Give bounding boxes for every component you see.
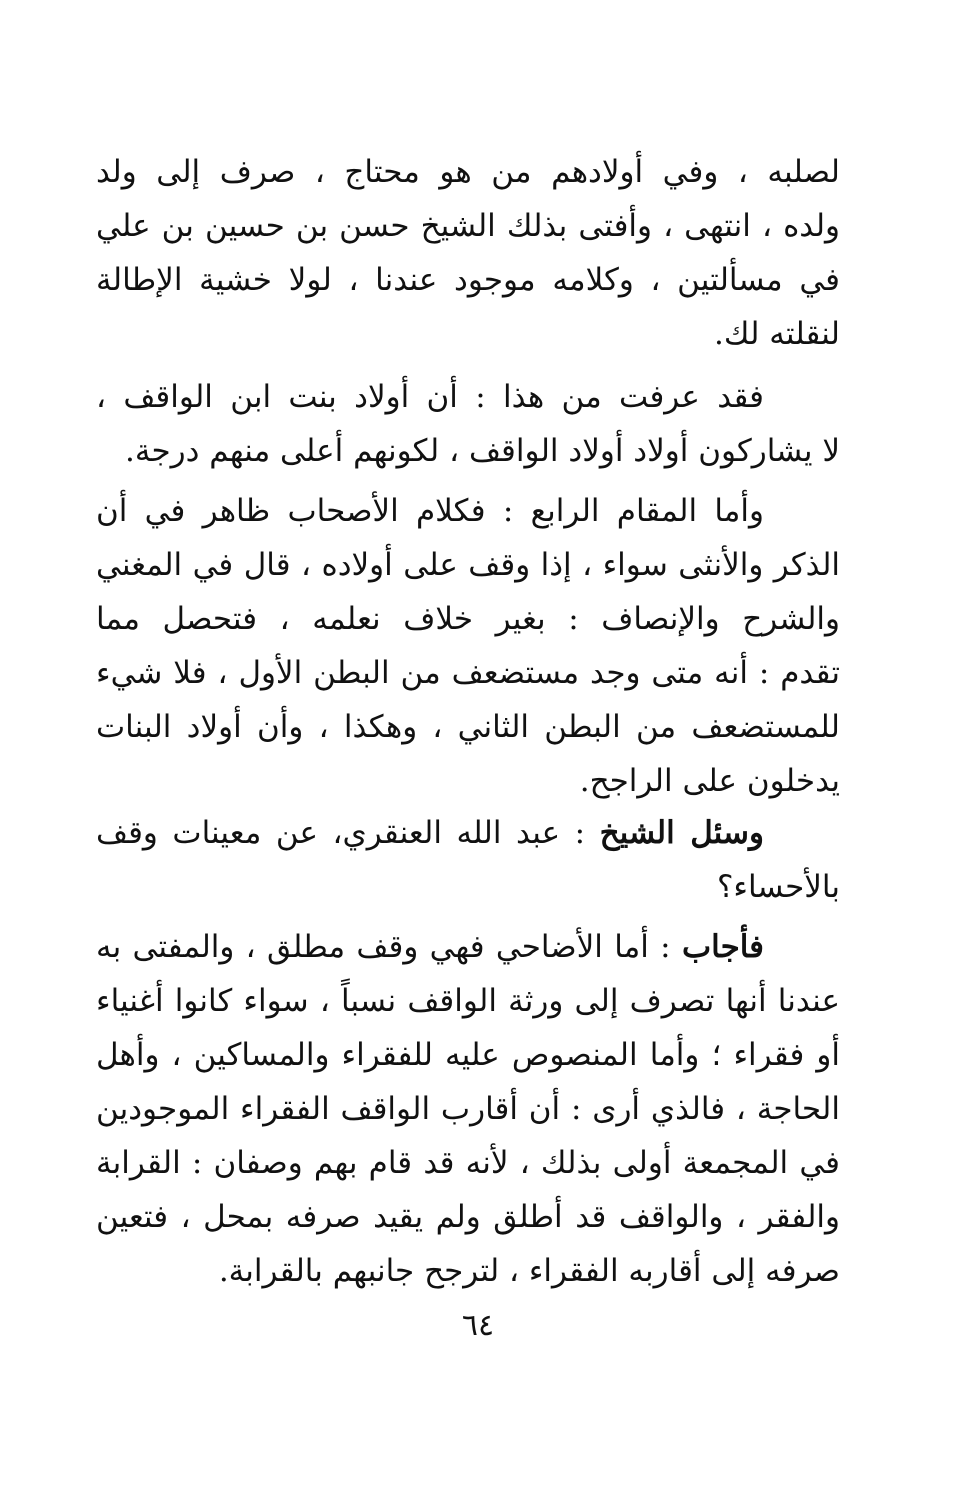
paragraph-2 [96, 370, 840, 478]
text-line: في المجمعة أولى بذلك ، لأنه قد قام بهم وصفان : القرابة [96, 1145, 840, 1181]
text-line: تقدم : أنه متى وجد مستضعف من البطن الأول ، فلا شيء [96, 655, 840, 691]
paragraph-4 [96, 806, 840, 914]
paragraph-1 [96, 145, 840, 361]
answer-text: : أما الأضاحي فهي وقف مطلق ، والمفتى به [96, 929, 682, 965]
text-line: ولده ، انتهى ، وأفتى بذلك الشيخ حسن بن حسين بن علي [96, 208, 840, 244]
text-line: يدخلون على الراجح. [579, 763, 840, 799]
text-line: صرفه إلى أقاربه الفقراء ، لترجح جانبهم بالقرابة. [218, 1253, 840, 1289]
text-line: والشرح والإنصاف : بغير خلاف نعلمه ، فتحصل مما [96, 601, 840, 637]
text-line: لصلبه ، وفي أولادهم من هو محتاج ، صرف إلى ولد [96, 154, 840, 190]
text-line: والفقر ، والواقف قد أطلق ولم يقيد صرفه بمحل ، فتعين [96, 1199, 840, 1235]
text-line: عندنا أنها تصرف إلى ورثة الواقف نسباً ، سواء كانوا أغنياء [96, 983, 840, 1019]
text-line [96, 806, 840, 860]
text-line: بالأحساء؟ [716, 869, 840, 905]
paragraph-5 [96, 920, 840, 1298]
text-line: في مسألتين ، وكلامه موجود عندنا ، لولا خشية الإطالة [96, 262, 840, 298]
text-line: لا يشاركون أولاد أولاد الواقف ، لكونهم أعلى منهم درجة. [125, 433, 840, 469]
question-text: : عبد الله العنقري، عن معينات وقف [96, 815, 600, 851]
text-line: لنقلته لك. [714, 316, 840, 352]
page-number: ٦٤ [461, 1308, 495, 1343]
answer-lead: فأجاب [681, 929, 764, 965]
paragraph-3 [96, 484, 840, 808]
text-line: وأما المقام الرابع : فكلام الأصحاب ظاهر في أن [96, 493, 764, 529]
question-lead: وسئل الشيخ [599, 815, 764, 851]
text-line: فقد عرفت من هذا : أن أولاد بنت ابن الواقف ، [96, 379, 764, 415]
text-line: الحاجة ، فالذي أرى : أن أقارب الواقف الفقراء الموجودين [96, 1091, 840, 1127]
text-line: أو فقراء ؛ وأما المنصوص عليه للفقراء والمساكين ، وأهل [96, 1037, 840, 1073]
text-line: للمستضعف من البطن الثاني ، وهكذا ، وأن أولاد البنات [96, 709, 840, 745]
text-line [96, 920, 840, 974]
text-line: الذكر والأنثى سواء ، إذا وقف على أولاده ، قال في المغني [96, 547, 840, 583]
